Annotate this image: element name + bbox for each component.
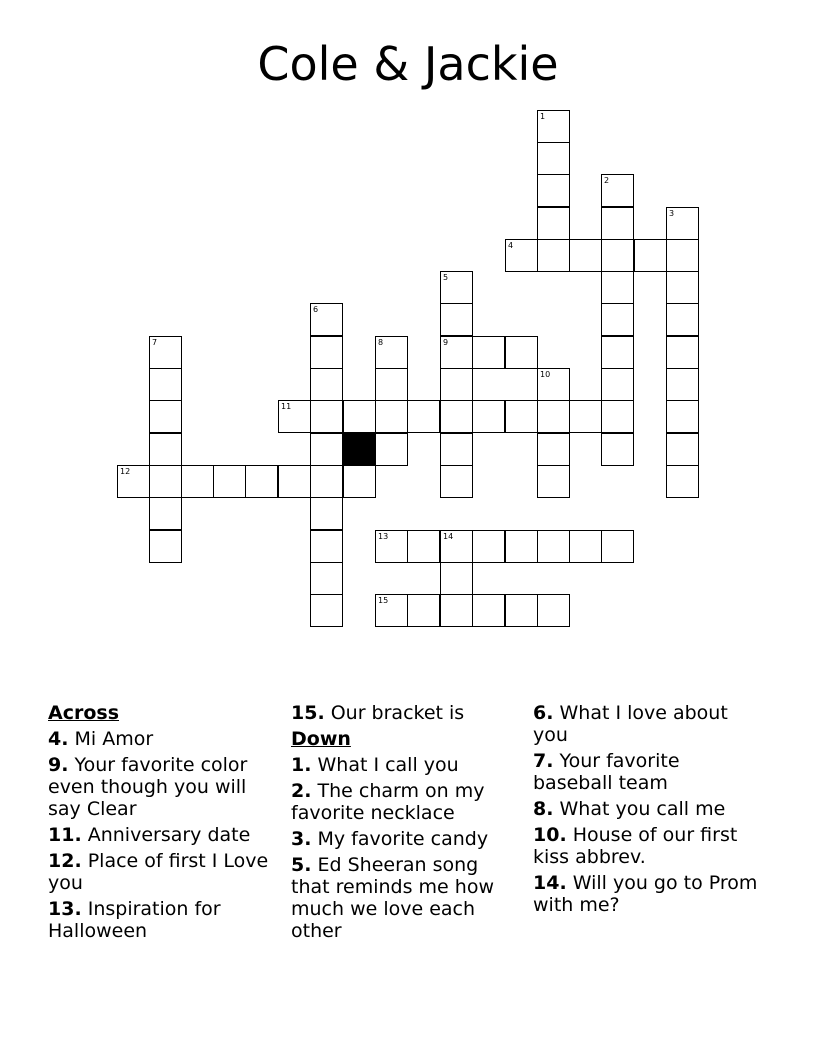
grid-cell[interactable] [407,530,440,563]
clue-number-label: 13. [48,898,82,920]
grid-cell[interactable] [472,400,505,433]
clue-item [533,798,763,820]
grid-cell[interactable] [601,174,634,207]
grid-cell[interactable] [245,465,278,498]
grid-cell[interactable] [149,336,182,369]
clue-number: 7 [152,338,158,347]
grid-cell[interactable] [537,400,570,433]
clue-number: 2 [604,176,610,185]
grid-cell[interactable] [117,465,150,498]
grid-cell[interactable] [569,530,602,563]
clue-text: House of our first kiss abbrev. [533,824,738,868]
clue-text: What I love about you [533,702,728,746]
clue-number-label: 14. [533,872,567,894]
clue-number: 5 [443,273,449,282]
clue-number-label: 15. [291,702,325,724]
grid-cell[interactable] [440,368,473,401]
grid-cell[interactable] [440,336,473,369]
clue-number: 12 [120,467,131,476]
grid-cell[interactable] [375,530,408,563]
grid-cell[interactable] [601,303,634,336]
grid-cell[interactable] [440,433,473,466]
grid-cell[interactable] [601,400,634,433]
clue-item [291,754,521,776]
grid-cell[interactable] [375,594,408,627]
clue-number-label: 1. [291,754,312,776]
grid-cell[interactable] [375,433,408,466]
grid-cell[interactable] [666,336,699,369]
grid-cell[interactable] [278,400,311,433]
grid-cell[interactable] [472,336,505,369]
clue-number-label: 9. [48,754,69,776]
clue-column-3 [533,702,763,920]
clue-column-1 [48,702,278,946]
grid-cell[interactable] [601,368,634,401]
clue-item [48,898,278,942]
clue-number-label: 2. [291,780,312,802]
grid-cell[interactable] [537,174,570,207]
clue-number: 14 [443,532,454,541]
clue-text: Anniversary date [81,824,251,846]
clue-text: The charm on my favorite necklace [291,780,485,824]
grid-cell[interactable] [278,465,311,498]
grid-cell[interactable] [666,239,699,272]
grid-cell[interactable] [343,400,376,433]
grid-cell[interactable] [375,368,408,401]
clue-number: 8 [378,338,384,347]
clue-text: Mi Amor [68,728,154,750]
grid-cell[interactable] [181,465,214,498]
grid-cell[interactable] [505,239,538,272]
clue-number: 4 [508,241,514,250]
grid-cell[interactable] [666,207,699,240]
grid-cell[interactable] [440,530,473,563]
grid-cell[interactable] [310,400,343,433]
clue-number: 6 [313,305,319,314]
grid-cell[interactable] [472,594,505,627]
grid-cell[interactable] [310,465,343,498]
grid-cell[interactable] [149,497,182,530]
grid-cell[interactable] [537,207,570,240]
clue-number-label: 4. [48,728,69,750]
clue-number: 15 [378,596,389,605]
black-square [343,433,376,466]
clue-number-label: 3. [291,828,312,850]
clue-item [291,828,521,850]
down-heading: Down [291,728,351,750]
grid-cell[interactable] [213,465,246,498]
clue-text: Ed Sheeran song that reminds me how much we love each other [291,854,494,942]
grid-cell[interactable] [601,207,634,240]
grid-cell[interactable] [537,530,570,563]
grid-cell[interactable] [149,530,182,563]
grid-cell[interactable] [440,303,473,336]
grid-cell[interactable] [149,433,182,466]
grid-cell[interactable] [505,400,538,433]
clue-item [48,850,278,894]
clue-item [48,754,278,820]
grid-cell[interactable] [149,400,182,433]
clue-item [48,728,278,750]
grid-cell[interactable] [375,400,408,433]
grid-cell[interactable] [149,368,182,401]
clue-column-2 [291,702,521,946]
grid-cell[interactable] [343,465,376,498]
grid-cell[interactable] [601,271,634,304]
grid-cell[interactable] [666,368,699,401]
grid-cell[interactable] [666,271,699,304]
grid-cell[interactable] [505,336,538,369]
grid-cell[interactable] [537,433,570,466]
grid-cell[interactable] [666,400,699,433]
clue-item [533,702,763,746]
clue-number: 13 [378,532,389,541]
grid-cell[interactable] [569,239,602,272]
clue-text: What I call you [311,754,459,776]
clue-item [291,854,521,942]
grid-cell[interactable] [440,594,473,627]
clue-number: 9 [443,338,449,347]
clue-text: Place of first I Love you [48,850,269,894]
grid-cell[interactable] [634,239,667,272]
grid-cell[interactable] [601,239,634,272]
grid-cell[interactable] [440,562,473,595]
clue-text: What you call me [553,798,726,820]
clue-number: 1 [540,112,546,121]
clue-number-label: 8. [533,798,554,820]
clue-text: Your favorite color even though you will say Clear [48,754,248,820]
clue-text: Our bracket is [324,702,465,724]
clue-number: 10 [540,370,551,379]
grid-cell[interactable] [310,433,343,466]
grid-cell[interactable] [310,336,343,369]
grid-cell[interactable] [537,239,570,272]
clue-text: My favorite candy [311,828,489,850]
clue-item [291,702,521,724]
grid-cell[interactable] [505,530,538,563]
grid-cell[interactable] [569,400,602,433]
clue-item [48,824,278,846]
clue-number-label: 12. [48,850,82,872]
clue-text: Your favorite baseball team [533,750,680,794]
clue-item [533,872,763,916]
clue-number: 11 [281,402,292,411]
grid-cell[interactable] [472,530,505,563]
grid-cell[interactable] [310,368,343,401]
grid-cell[interactable] [666,465,699,498]
clue-number-label: 11. [48,824,82,846]
clue-text: Inspiration for Halloween [48,898,221,942]
grid-cell[interactable] [407,400,440,433]
clue-item [291,780,521,824]
clue-text: Will you go to Prom with me? [533,872,758,916]
across-heading: Across [48,702,120,724]
grid-cell[interactable] [310,497,343,530]
grid-cell[interactable] [440,400,473,433]
grid-cell[interactable] [407,594,440,627]
grid-cell[interactable] [601,530,634,563]
grid-cell[interactable] [666,303,699,336]
grid-cell[interactable] [310,594,343,627]
grid-cell[interactable] [537,142,570,175]
clue-item [533,750,763,794]
grid-cell[interactable] [505,594,538,627]
grid-cell[interactable] [440,271,473,304]
grid-cell[interactable] [537,594,570,627]
grid-cell[interactable] [537,368,570,401]
clue-number-label: 5. [291,854,312,876]
grid-cell[interactable] [375,336,408,369]
grid-cell[interactable] [666,433,699,466]
grid-cell[interactable] [310,562,343,595]
puzzle-title: Cole & Jackie [257,37,559,91]
clue-number-label: 7. [533,750,554,772]
grid-cell[interactable] [537,110,570,143]
grid-cell[interactable] [440,465,473,498]
grid-cell[interactable] [537,465,570,498]
grid-cell[interactable] [310,530,343,563]
clue-number-label: 6. [533,702,554,724]
clue-item [533,824,763,868]
grid-cell[interactable] [601,433,634,466]
clue-number-label: 10. [533,824,567,846]
grid-cell[interactable] [601,336,634,369]
clue-number: 3 [669,209,675,218]
grid-cell[interactable] [310,303,343,336]
grid-cell[interactable] [149,465,182,498]
